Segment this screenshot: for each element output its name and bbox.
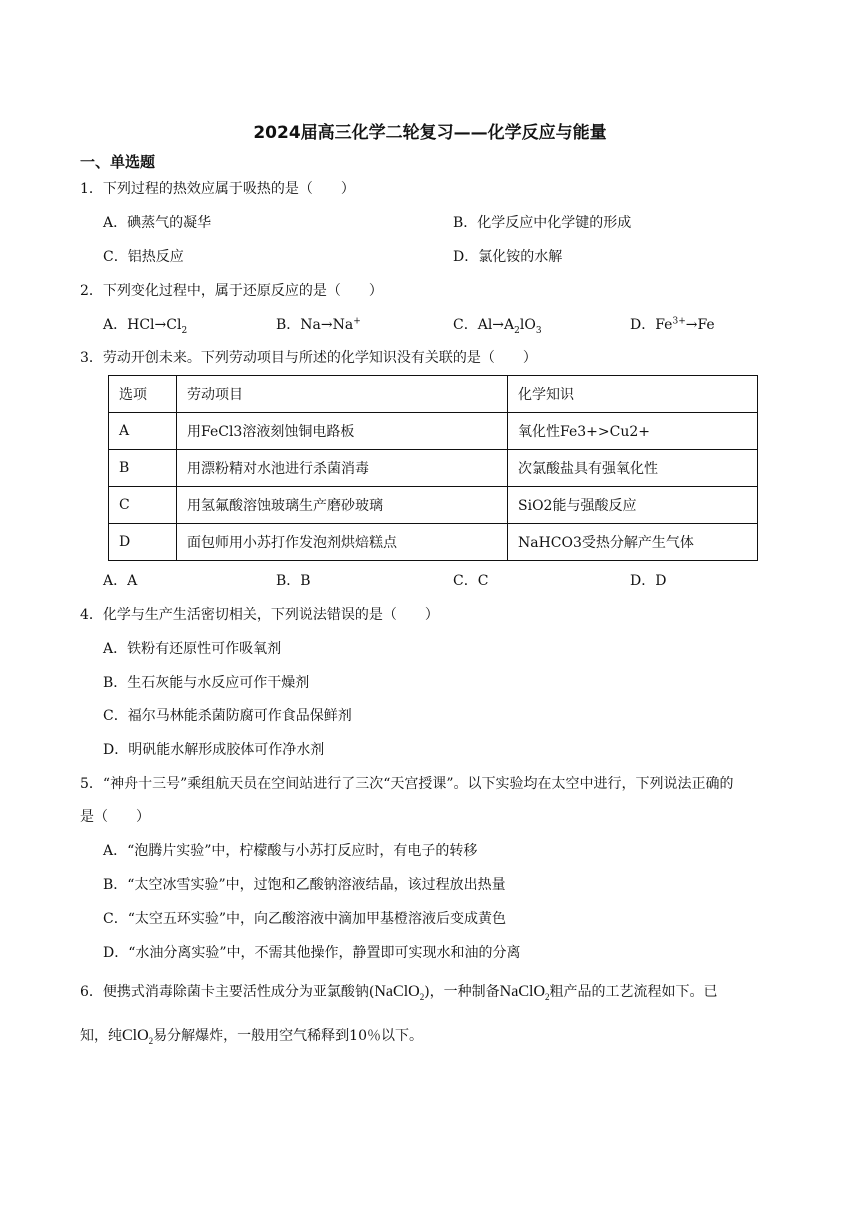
question-2-option-a: A．$HCl\to Cl_2$ — [103, 317, 188, 336]
table-cell: 用漂粉精对水池进行杀菌消毒 — [177, 450, 508, 487]
table-header-row — [109, 376, 758, 413]
formula-clo2: ClO$_2$ — [122, 1027, 154, 1047]
question-3-table — [108, 375, 758, 561]
question-5-option-a: A．“泡腾片实验”中，柠檬酸与小苏打反应时，有电子的转移 — [103, 843, 478, 859]
table-cell: C — [109, 487, 177, 524]
question-1-option-b: B．化学反应中化学键的形成 — [453, 215, 632, 231]
table-cell: 次氯酸盐具有强氧化性 — [508, 450, 758, 487]
question-6-stem-line-1 — [80, 983, 718, 1001]
table-cell: 用FeCl3溶液刻蚀铜电路板 — [177, 413, 508, 450]
table-header-cell: 劳动项目 — [177, 376, 508, 413]
question-6-text: 6．便携式消毒除菌卡主要活性成分为亚氯酸钠( — [80, 984, 375, 1000]
question-2-option-b: B．Na→Na+ — [276, 316, 361, 333]
question-3-option-d: D．D — [630, 573, 667, 589]
table-header-cell: 选项 — [109, 376, 177, 413]
question-1-stem: 1．下列过程的热效应属于吸热的是（ ） — [80, 181, 355, 197]
question-3-option-c: C．C — [453, 573, 489, 589]
question-3-option-a: A．A — [103, 573, 138, 589]
question-1-option-d: D．氯化铵的水解 — [453, 249, 563, 265]
section-heading: 一、单选题 — [80, 153, 156, 171]
question-4-option-c: C．福尔马林能杀菌防腐可作食品保鲜剂 — [103, 708, 352, 724]
question-5-stem-line-1: 5．“神舟十三号”乘组航天员在空间站进行了三次“天宫授课”。以下实验均在太空中进行，下列说法正确的 — [80, 776, 734, 792]
table-cell: A — [109, 413, 177, 450]
question-6-text: 易分解爆炸，一般用空气稀释到10％以下。 — [153, 1028, 423, 1044]
question-6-text: 知，纯 — [80, 1028, 122, 1044]
question-6-text: )，一种制备 — [424, 984, 500, 1000]
question-4-option-d: D．明矾能水解形成胶体可作净水剂 — [103, 742, 325, 758]
table-cell: SiO2能与强酸反应 — [508, 487, 758, 524]
table-cell: D — [109, 524, 177, 561]
question-4-option-a: A．铁粉有还原性可作吸氧剂 — [103, 641, 282, 657]
page-title: 2024届高三化学二轮复习——化学反应与能量 — [253, 123, 607, 143]
question-4-stem: 4．化学与生产生活密切相关，下列说法错误的是（ ） — [80, 607, 439, 623]
question-6-stem-line-2 — [80, 1027, 423, 1045]
table-cell: B — [109, 450, 177, 487]
formula-naclo2: NaClO$_2$ — [499, 983, 550, 1003]
table-row — [109, 524, 758, 561]
table-row — [109, 450, 758, 487]
table-row — [109, 413, 758, 450]
question-5-option-c: C．“太空五环实验”中，向乙酸溶液中滴加甲基橙溶液后变成黄色 — [103, 911, 507, 927]
question-4-option-b: B．生石灰能与水反应可作干燥剂 — [103, 675, 310, 691]
question-2-stem: 2．下列变化过程中，属于还原反应的是（ ） — [80, 283, 383, 299]
question-2-option-d: D．$Fe^{3+}\to Fe$ — [630, 316, 715, 333]
question-1-option-c: C．铝热反应 — [103, 249, 184, 265]
question-5-option-b: B．“太空冰雪实验”中，过饱和乙酸钠溶液结晶，该过程放出热量 — [103, 877, 506, 893]
table-cell: NaHCO3受热分解产生气体 — [508, 524, 758, 561]
question-3-option-b: B．B — [276, 573, 311, 589]
question-3-stem: 3．劳动开创未来。下列劳动项目与所述的化学知识没有关联的是（ ） — [80, 350, 537, 366]
table-cell: 用氢氟酸溶蚀玻璃生产磨砂玻璃 — [177, 487, 508, 524]
question-6-text: 粗产品的工艺流程如下。已 — [549, 984, 718, 1000]
table-cell: 氧化性Fe3+>Cu2+ — [508, 413, 758, 450]
table-header-cell: 化学知识 — [508, 376, 758, 413]
table-cell: 面包师用小苏打作发泡剂烘焙糕点 — [177, 524, 508, 561]
formula-naclo2: NaClO$_2$ — [374, 983, 425, 1003]
question-5-option-d: D．“水油分离实验”中，不需其他操作，静置即可实现水和油的分离 — [103, 945, 521, 961]
question-5-stem-line-2: 是（ ） — [80, 809, 150, 825]
table-row — [109, 487, 758, 524]
question-2-option-c: C．$Al\to A_2lO_3$ — [453, 317, 542, 336]
question-1-option-a: A．碘蒸气的凝华 — [103, 215, 212, 231]
